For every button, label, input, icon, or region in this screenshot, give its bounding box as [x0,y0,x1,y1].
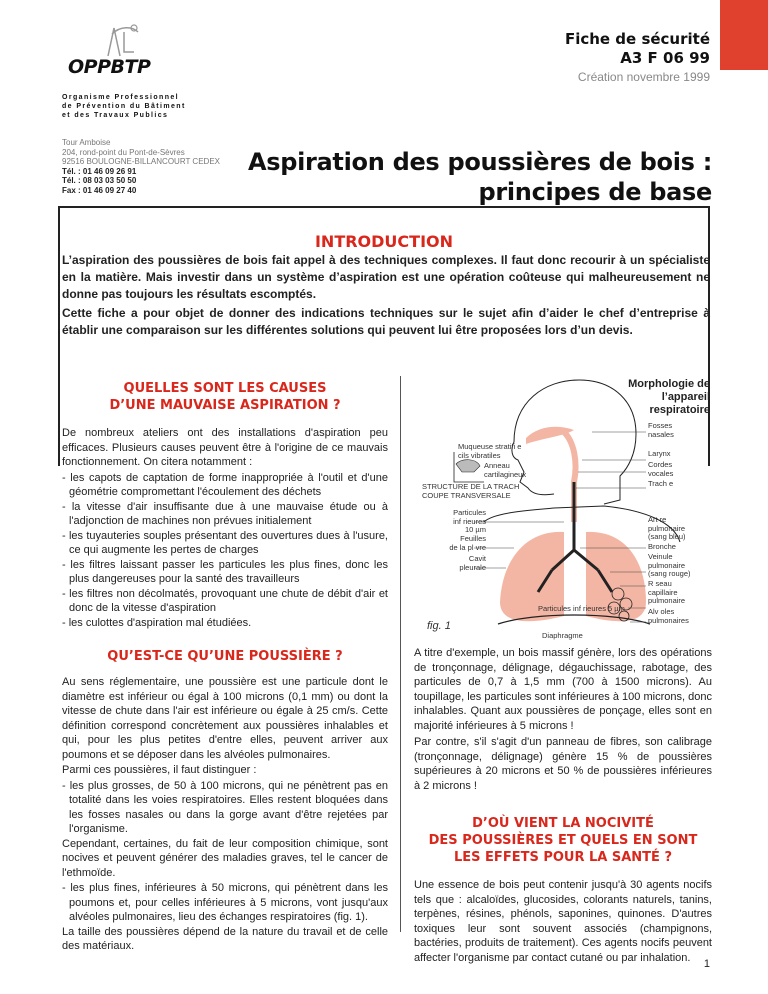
label-fosses: Fosses nasales [648,421,674,439]
organisation-name: Organisme Professionnel de Prévention du Bâtiment et des Travaux Publics [62,94,186,119]
label-artere: Art re pulmonaire (sang bleu) [648,515,686,541]
list-item: - les plus grosses, de 50 à 100 microns, qui ne pénètrent pas en totalité dans les voies respiratoires. Elles restent bloquées dans les fosses nasales ou dans la gorge avant d'être rejetées par l'organisme. [62,779,388,837]
list-item: - les filtres non décolmatés, provoquant une chute de débit d'air et donc de la vitesse d'aspiration [62,587,388,616]
address-block: Tour Amboise 204, rond-point du Pont-de-Sèvres 92516 BOULOGNE-BILLANCOURT CEDEX Tél. : 01 46 09 26 91 Tél. : 08 03 03 50 50 Fax : 01 46 09 27 40 [62,138,220,195]
label-diaphragme: Diaphragme [542,631,583,640]
label-reseau: R seau capillaire pulmonaire [648,579,686,605]
sheet-type: Fiche de sécurité A3 F 06 99 [564,30,710,67]
list-item: - les plus fines, inférieures à 50 microns, qui pénètrent dans les poumons et, pour celles inférieures à 5 microns, vont jusqu'aux alvéoles pulmonaires, lieu des échanges respiratoires (fig. 1). [62,881,388,925]
list-item: - les capots de captation de forme inappropriée à l'outil et d'une géométrie compromettant l'écoulement des déchets [62,471,388,500]
label-feuilles: Feuilles de la pl vre [449,534,486,552]
logo-text: OPPBTP [68,56,151,78]
label-bronche: Bronche [648,542,676,551]
figure-caption: fig. 1 [427,620,451,632]
label-alveoles: Alv oles pulmonaires [648,607,689,625]
dust-paragraph-2: Parmi ces poussières, il faut distinguer : [62,764,257,776]
dust-paragraph-4: La taille des poussières dépend de la nature du travail et de celle des matériaux. [62,925,388,952]
column-divider [400,376,401,932]
label-muqueuse: Muqueuse stratifi e cils vibratiles [458,442,522,460]
corner-tab [720,0,768,70]
label-structure: STRUCTURE DE LA TRACH COUPE TRANSVERSALE [422,482,520,500]
intro-heading: INTRODUCTION [314,232,454,251]
harm-paragraph-1: Une essence de bois peut contenir jusqu'à 30 agents nocifs tels que : alcaloïdes, glucosides, colorants naturels, tanins, terpènes, résines, phénols, saponines, quinones. D'autres toxiques leur sont souvent associés (champignons, bactéries, produits de traitement). Ces agents nocifs peuvent affecter l'organisme par contact cutané ou par inhalation. [414,879,712,964]
label-veinule: Veinule pulmonaire (sang rouge) [648,552,691,578]
label-larynx: Larynx [648,449,671,458]
page-title: Aspiration des poussières de bois : principes de base [247,148,712,206]
dust-paragraph-3: Cependant, certaines, du fait de leur composition chimique, sont nocives et peuvent générer des maladies graves, tel le cancer de l'ethmoïde. [62,837,388,879]
dust-paragraph-1: Au sens réglementaire, une poussière est une particule dont le diamètre est inférieur ou égal à 100 microns (0,1 mm) ou dont la vitesse de chute dans l'air est inférieure ou égale à 25 cm/s. Cette définition correspond concrètement aux poussières inhalables et qui, pour les plus petites d'entre elles, peuvent arriver aux poumons et se déposer dans les alvéoles pulmonaires. [62,676,388,761]
fax: Fax : 01 46 09 27 40 [62,185,137,195]
label-cordes: Cordes vocales [648,460,674,478]
list-item: - la vitesse d'air insuffisante due à une mauvaise étude ou à l'adjonction de machines non prévues initialement [62,500,388,529]
list-item: - les culottes d'aspiration mal étudiées. [62,616,388,631]
page-number: 1 [703,958,710,970]
right-column [414,646,712,967]
label-trachee: Trach e [648,479,674,488]
left-column [62,380,388,955]
phone-2: Tél. : 08 03 03 50 50 [62,176,137,185]
intro-paragraph-2: Cette fiche a pour objet de donner des indications techniques sur le sujet afin d’aider le chef d’entreprise à établir une comparaison sur les différentes solutions qui peuvent lui être proposées lors d’un devis. [62,306,710,337]
list-item: - les filtres laissant passer les particules les plus fines, donc les plus dangereuses pour la santé des travailleurs [62,558,388,587]
intro-paragraph-1: L’aspiration des poussières de bois fait appel à des techniques complexes. Il faut donc recourir à un spécialiste en la matière. Mais investir dans un système d’aspiration est une opération coûteuse qui malheureusement ne donne pas toujours les résultats escomptés. [62,253,710,301]
causes-lead: De nombreux ateliers ont des installations d'aspiration peu efficaces. Plusieurs causes peuvent être à l'origine de ce mauvais fonctionnement. On citera notamment : [62,427,388,468]
harm-heading: D’OÙ VIENT LA NOCIVITÉ DES POUSSIÈRES ET QUELS EN SONT LES EFFETS POUR LA SANTÉ ? [428,816,698,865]
examples-paragraph-1: A titre d'exemple, un bois massif génère, lors des opérations de tronçonnage, délignage, dégauchissage, rabotage, des particules de 0,7 à 1,5 mm (700 à 1500 microns). Au toupillage, les particules sont inférieures à 100 microns, donc inhalables. Quant aux poussières de ponçage, elles sont en majorité inférieures à 5 microns ! [414,647,712,732]
frame-top-rule [58,206,710,208]
label-particules-10: Particules inf rieures 10 µm [453,508,486,534]
label-cavite: Cavit pleurale [459,554,486,572]
sheet-code: A3 F 06 99 [620,49,710,67]
creation-date: Création novembre 1999 [577,70,710,84]
list-item: - les tuyauteries souples présentant des ouvertures dues à l'usure, ce qui augmente les pertes de charges [62,529,388,558]
label-particules-5: Particules inf rieures 5 µm [538,604,625,613]
causes-heading: QUELLES SONT LES CAUSES D’UNE MAUVAISE ASPIRATION ? [109,381,341,413]
examples-paragraph-2: Par contre, s'il s'agit d'un panneau de fibres, son calibrage (tronçonnage, délignage) génère 15 % de poussières supérieures à 20 microns et 50 % de poussières inférieures à 2 microns ! [414,736,712,792]
dust-heading: QU’EST-CE QU’UNE POUSSIÈRE ? [107,649,343,664]
figure-title: Morphologie de l’appareil respiratoire [628,378,710,416]
phone-1: Tél. : 01 46 09 26 91 [62,166,137,176]
label-anneau: Anneau cartilagineux [484,461,527,479]
causes-list [62,471,388,631]
